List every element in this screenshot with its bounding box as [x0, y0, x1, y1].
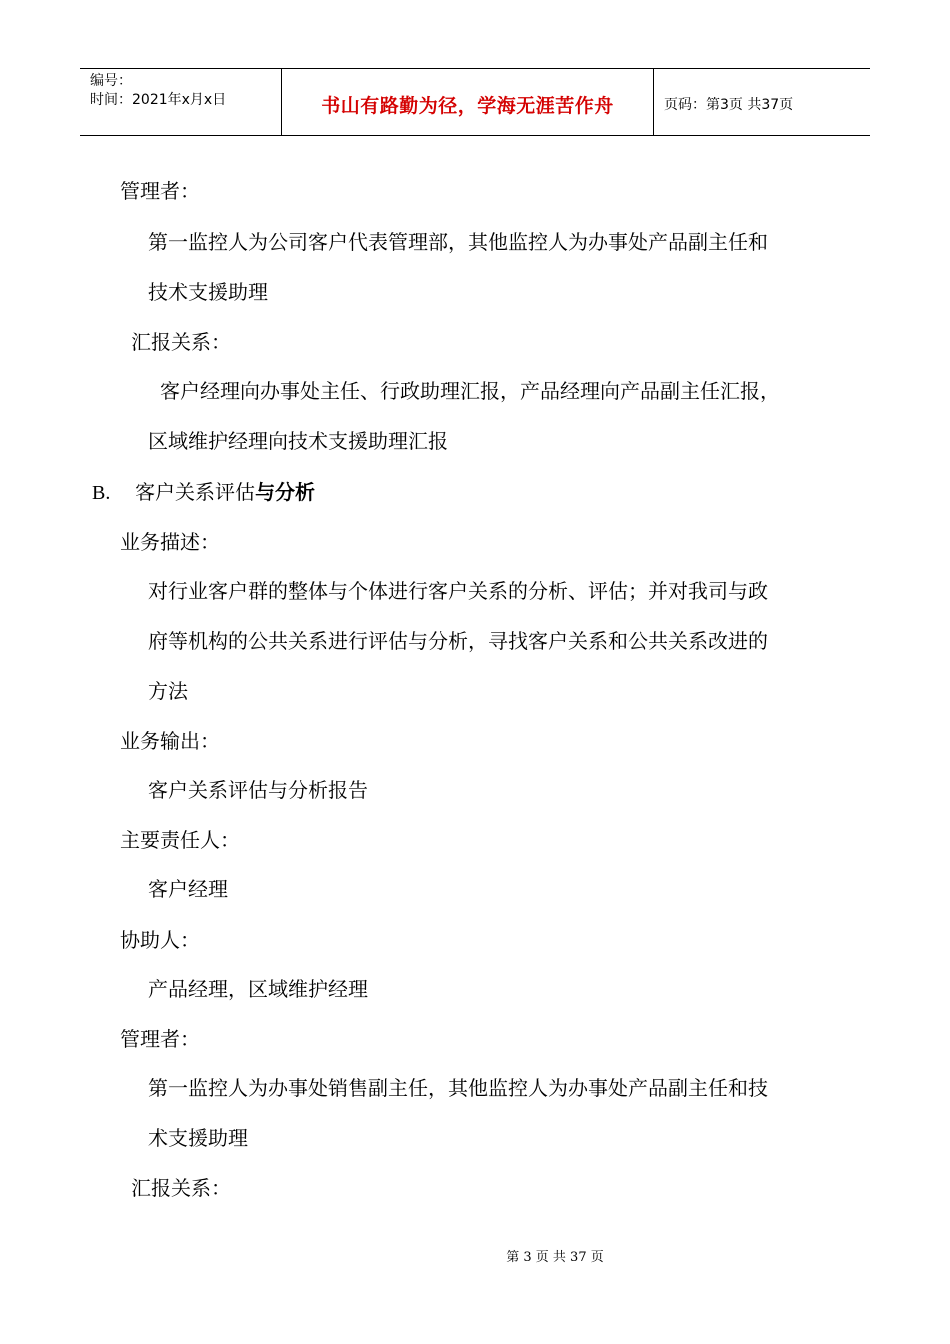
page-footer: 第 3 页 共 37 页 [506, 1250, 604, 1265]
header-motto-cell [282, 69, 654, 135]
section-title-part-b: 与分析 [255, 480, 316, 504]
paragraph-line: 客户经理 [148, 877, 228, 901]
paragraph-line: 对行业客户群的整体与个体进行客户关系的分析、评估；并对我司与政 [148, 579, 768, 603]
label-assistant: 协助人： [120, 928, 200, 952]
section-letter: B. [92, 482, 111, 504]
paragraph-line: 产品经理，区域维护经理 [148, 977, 368, 1001]
label-responsible: 主要责任人： [120, 828, 240, 852]
paragraph-line: 方法 [148, 679, 188, 703]
paragraph-line: 府等机构的公共关系进行评估与分析，寻找客户关系和公共关系改进的 [148, 629, 768, 653]
label-reporting-2: 汇报关系： [131, 1176, 231, 1200]
label-business-output: 业务输出： [120, 729, 220, 753]
paragraph-line: 第一监控人为办事处销售副主任，其他监控人为办事处产品副主任和技 [148, 1076, 768, 1100]
paragraph-line: 术支援助理 [148, 1126, 248, 1150]
label-business-description: 业务描述： [120, 530, 220, 554]
label-manager: 管理者： [120, 179, 200, 203]
header-page-info: 页码：第3页 共37页 [664, 97, 794, 113]
section-title-part-a: 客户关系评估 [135, 480, 256, 504]
label-manager-2: 管理者： [120, 1027, 200, 1051]
document-header [80, 68, 870, 136]
paragraph-line: 第一监控人为公司客户代表管理部，其他监控人为办事处产品副主任和 [148, 230, 768, 254]
serial-label: 编号： [90, 73, 132, 89]
label-reporting: 汇报关系： [131, 330, 231, 354]
header-motto: 书山有路勤为径，学海无涯苦作舟 [321, 94, 614, 117]
paragraph-line: 区域维护经理向技术支援助理汇报 [148, 429, 448, 453]
paragraph-line: 客户经理向办事处主任、行政助理汇报，产品经理向产品副主任汇报， [160, 379, 780, 403]
paragraph-line: 客户关系评估与分析报告 [148, 778, 368, 802]
time-label: 时间：2021年x月x日 [90, 92, 227, 108]
section-heading [92, 479, 315, 506]
header-meta [80, 69, 282, 135]
paragraph-line: 技术支援助理 [148, 280, 268, 304]
